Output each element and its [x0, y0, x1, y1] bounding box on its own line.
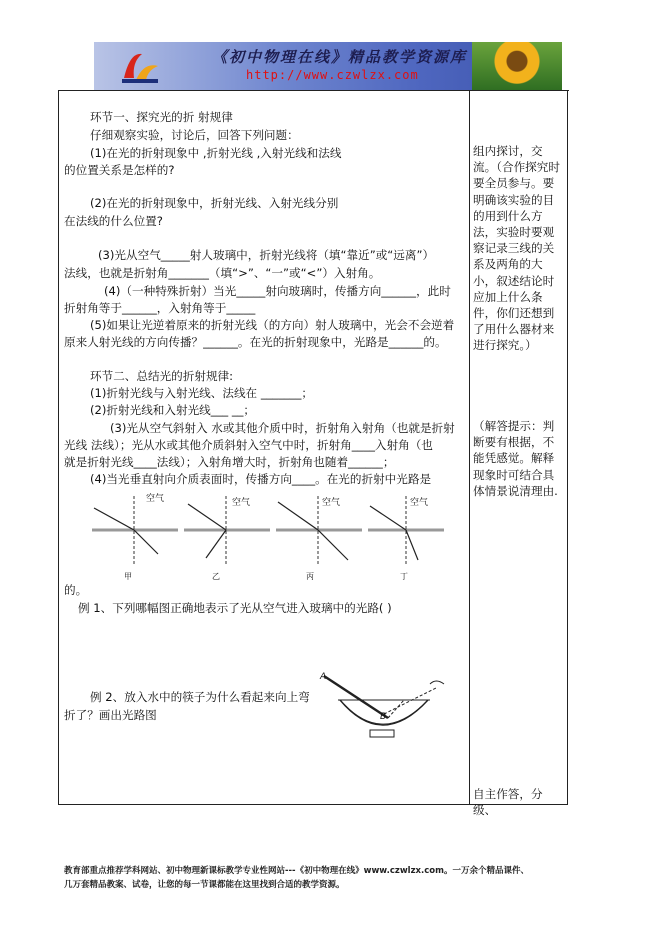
- question-4-cont: 折射角等于______，入射角等于_____: [64, 301, 256, 315]
- banner-title: 《初中物理在线》精品教学资源库: [212, 48, 468, 66]
- air-label-a: 空气: [146, 494, 165, 504]
- instruction: 仔细观察实验，讨论后，回答下列问题：: [90, 128, 299, 142]
- section2-title: 环节二、总结光的折射规律:: [90, 369, 234, 383]
- question-1: (1)在光的折射现象中 ,折射光线 ,入射光线和法线: [90, 146, 342, 160]
- example-2-cont: 折了？画出光路图: [64, 708, 157, 722]
- rule-3: (3)光从空气斜射入 水或其他介质中时，折射角入射角（也就是折射: [110, 421, 455, 435]
- question-5-cont: 原来人射光线的方向传播？______。在光的折射现象中，光路是______的。: [64, 335, 447, 349]
- header-banner: [94, 42, 562, 90]
- rule-3-cont2: 就是折射光线____法线）；入射角增大时，折射角也随着______；: [64, 455, 395, 469]
- rule-2: (2)折射光线和入射光线___ __；: [90, 403, 256, 417]
- air-label-d: 空气: [410, 498, 429, 508]
- question-5: (5)如果让光逆着原来的折射光线（的方向）射人玻璃中，光会不会逆着: [90, 318, 455, 332]
- air-label-c: 空气: [322, 498, 341, 508]
- caption-ding: 丁: [400, 572, 408, 581]
- question-3-cont: 法线，也就是折射角_______（填“>”、“一”或“<”）入射角。: [64, 266, 381, 280]
- footer-line-1: 教育部重点推荐学科网站、初中物理新课标教学专业性网站---《初中物理在线》www.czwlzx.com。一万余个精品课件、: [64, 866, 529, 876]
- bowl-label-a: A: [320, 672, 327, 682]
- caption-yi: 乙: [212, 572, 220, 581]
- example-2: 例 2、放入水中的筷子为什么看起来向上弯: [90, 690, 310, 704]
- example-1: 例 1、下列哪幅图正确地表示了光从空气进入玻璃中的光路( ): [78, 601, 392, 615]
- site-logo-icon: [120, 48, 160, 84]
- air-label-b: 空气: [232, 498, 251, 508]
- caption-bing: 丙: [306, 572, 314, 581]
- rule-3-cont: 光线 法线）；光从水或其他介质斜射入空气中时，折射角____入射角（也: [64, 438, 433, 452]
- rule-4: (4)当光垂直射向介质表面时，传播方向____。在光的折射中光路是: [90, 472, 432, 486]
- bowl-label-b: B: [380, 712, 387, 722]
- refraction-figure: [88, 490, 448, 586]
- column-divider: [469, 90, 470, 805]
- section1-title: 环节一、探究光的折 射规律: [90, 110, 233, 124]
- rule-1: (1)折射光线与入射光线、法线在 _______；: [90, 386, 313, 400]
- side-top-rule: [469, 90, 569, 91]
- rule-4-end: 的。: [64, 583, 88, 597]
- side-note-discussion: 组内探讨，交流。（合作探究时要全员参与。要明确该实验的目的用到什么方法，实验时要观察记录三线的关系及两角的大小，叙述结论时应加上什么条件，你们还想到了用什么器材来进行探究。）: [473, 144, 560, 353]
- sunflower-image: [472, 42, 562, 90]
- bowl-chopstick-figure: [318, 666, 454, 744]
- question-2-cont: 在法线的什么位置?: [64, 214, 163, 228]
- footer-line-2: 几万套精品教案、试卷，让您的每一节课都能在这里找到合适的教学资源。: [64, 880, 345, 890]
- question-4: (4)（一种特殊折射）当光_____射向玻璃时，传播方向______，此时: [104, 284, 451, 298]
- question-3: (3)光从空气_____射人玻璃中，折射光线将（填“靠近”或“远离”）: [98, 248, 435, 262]
- question-2: (2)在光的折射现象中，折射光线、入射光线分别: [90, 196, 339, 210]
- side-note-answer: 自主作答，分级、: [473, 787, 543, 818]
- caption-jia: 甲: [124, 572, 132, 581]
- banner-url[interactable]: http://www.czwlzx.com: [246, 68, 419, 82]
- question-1-cont: 的位置关系是怎样的?: [64, 163, 175, 177]
- side-note-hint: （解答提示：判断要有根据，不能凭感觉。解释现象时可结合具体情景说清理由.: [473, 419, 558, 498]
